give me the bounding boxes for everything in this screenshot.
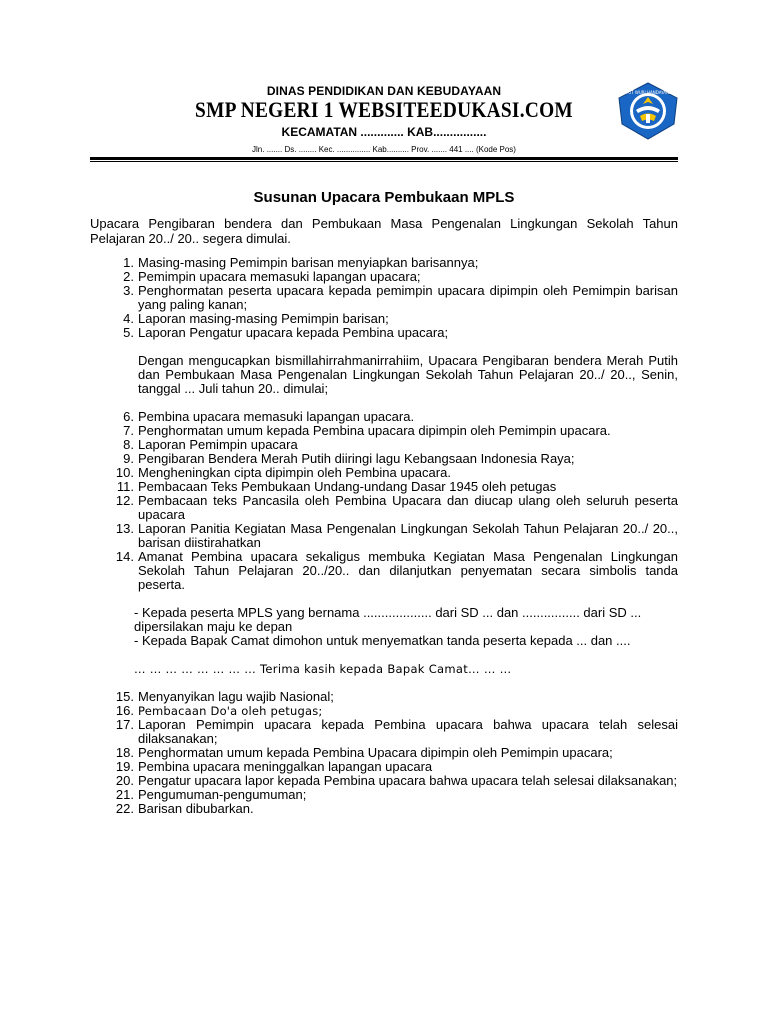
- letterhead-rule-thick: [90, 157, 678, 160]
- spacer: [90, 340, 678, 354]
- sub-item: - Kepada peserta MPLS yang bernama ................... dari SD ... dan ................ dari SD ... dipersilakan maju ke depan: [134, 605, 642, 634]
- list-item: 20. Pengatur upacara lapor kepada Pembina upacara bahwa upacara telah selesai dilaksanakan;: [115, 773, 678, 788]
- sub-item: - Kepada Bapak Camat dimohon untuk menyematkan tanda peserta kepada ... dan ....: [134, 633, 631, 648]
- tut-wuri-handayani-logo-icon: [614, 80, 682, 142]
- list-item: 12. Pembacaan teks Pancasila oleh Pembina Upacara dan diucap ulang oleh seluruh peserta upacara: [115, 493, 678, 522]
- thanks-line: … … … … … … … … Terima kasih kepada Bapak Camat… … …: [134, 662, 512, 676]
- spacer: [90, 648, 678, 662]
- list-item: 16. Pembacaan Do'a oleh petugas;: [115, 703, 323, 718]
- ceremony-steps: [90, 256, 678, 816]
- intro-paragraph: Upacara Pengibaran bendera dan Pembukaan Masa Pengenalan Lingkungan Sekolah Tahun Pelajaran 20../ 20.. segera dimulai.: [90, 216, 678, 246]
- letterhead-text: [90, 78, 678, 156]
- list-item: 21. Pengumuman-pengumuman;: [115, 787, 307, 802]
- opening-paragraph: Dengan mengucapkan bismillahirrahmanirrahiim, Upacara Pengibaran bendera Merah Putih dan Pembukaan Masa Pengenalan Lingkungan Sekolah Tahun Pelajaran 20../ 20.., Senin, tanggal ... Juli tahun 20.. dimulai;: [138, 353, 678, 396]
- list-item: 6. Pembina upacara memasuki lapangan upacara.: [123, 409, 415, 424]
- dinas-name: DINAS PENDIDIKAN DAN KEBUDAYAAN: [266, 84, 502, 98]
- logo-text: TUT WURI HANDAYANI: [625, 90, 671, 95]
- letterhead: [90, 78, 678, 166]
- list-item: 17. Laporan Pemimpin upacara kepada Pembina upacara bahwa upacara telah selesai dilaksanakan;: [115, 717, 678, 746]
- list-item: 18. Penghormatan umum kepada Pembina Upacara dipimpin oleh Pemimpin upacara;: [115, 745, 613, 760]
- list-item: 5. Laporan Pengatur upacara kepada Pembina upacara;: [123, 325, 449, 340]
- list-item: 22. Barisan dibubarkan.: [115, 801, 254, 816]
- kecamatan-line: KECAMATAN ............. KAB................: [281, 125, 487, 139]
- list-item: 4. Laporan masing-masing Pemimpin barisan;: [123, 311, 389, 326]
- address-line: Jln. ....... Ds. ........ Kec. ............... Kab.......... Prov. ....... 441 .... (Kode Pos): [252, 145, 516, 154]
- list-item: 14. Amanat Pembina upacara sekaligus membuka Kegiatan Masa Pengenalan Lingkungan Sekolah Tahun Pelajaran 20../20.. dan dilanjutkan penyematan secara simbolis tanda peserta.: [115, 549, 678, 592]
- document-title: Susunan Upacara Pembukaan MPLS: [253, 189, 515, 206]
- list-item: 8. Laporan Pemimpin upacara: [123, 437, 298, 452]
- spacer: [90, 592, 678, 606]
- spacer: [90, 396, 678, 410]
- list-item: 10. Mengheningkan cipta dipimpin oleh Pembina upacara.: [115, 465, 451, 480]
- list-item: 19. Pembina upacara meninggalkan lapangan upacara: [115, 759, 433, 774]
- list-item: 3. Penghormatan peserta upacara kepada pemimpin upacara dipimpin oleh Pemimpin barisan yang paling kanan;: [123, 283, 678, 312]
- list-item: 1. Masing-masing Pemimpin barisan menyiapkan barisannya;: [123, 255, 479, 270]
- list-item: 11. Pembacaan Teks Pembukaan Undang-undang Dasar 1945 oleh petugas: [116, 479, 557, 494]
- list-item: 2. Pemimpin upacara memasuki lapangan upacara;: [123, 269, 421, 284]
- letterhead-rule-thin: [90, 161, 678, 162]
- list-item: 9. Pengibaran Bendera Merah Putih diiringi lagu Kebangsaan Indonesia Raya;: [123, 451, 575, 466]
- spacer: [90, 676, 678, 690]
- list-item: 13. Laporan Panitia Kegiatan Masa Pengenalan Lingkungan Sekolah Tahun Pelajaran 20../ 20.., barisan diistirahatkan: [115, 521, 678, 550]
- school-name: SMP NEGERI 1 WEBSITEEDUKASI.COM: [195, 97, 573, 122]
- list-item: 15. Menyanyikan lagu wajib Nasional;: [115, 689, 334, 704]
- list-item: 7. Penghormatan umum kepada Pembina upacara dipimpin oleh Pemimpin upacara.: [123, 423, 611, 438]
